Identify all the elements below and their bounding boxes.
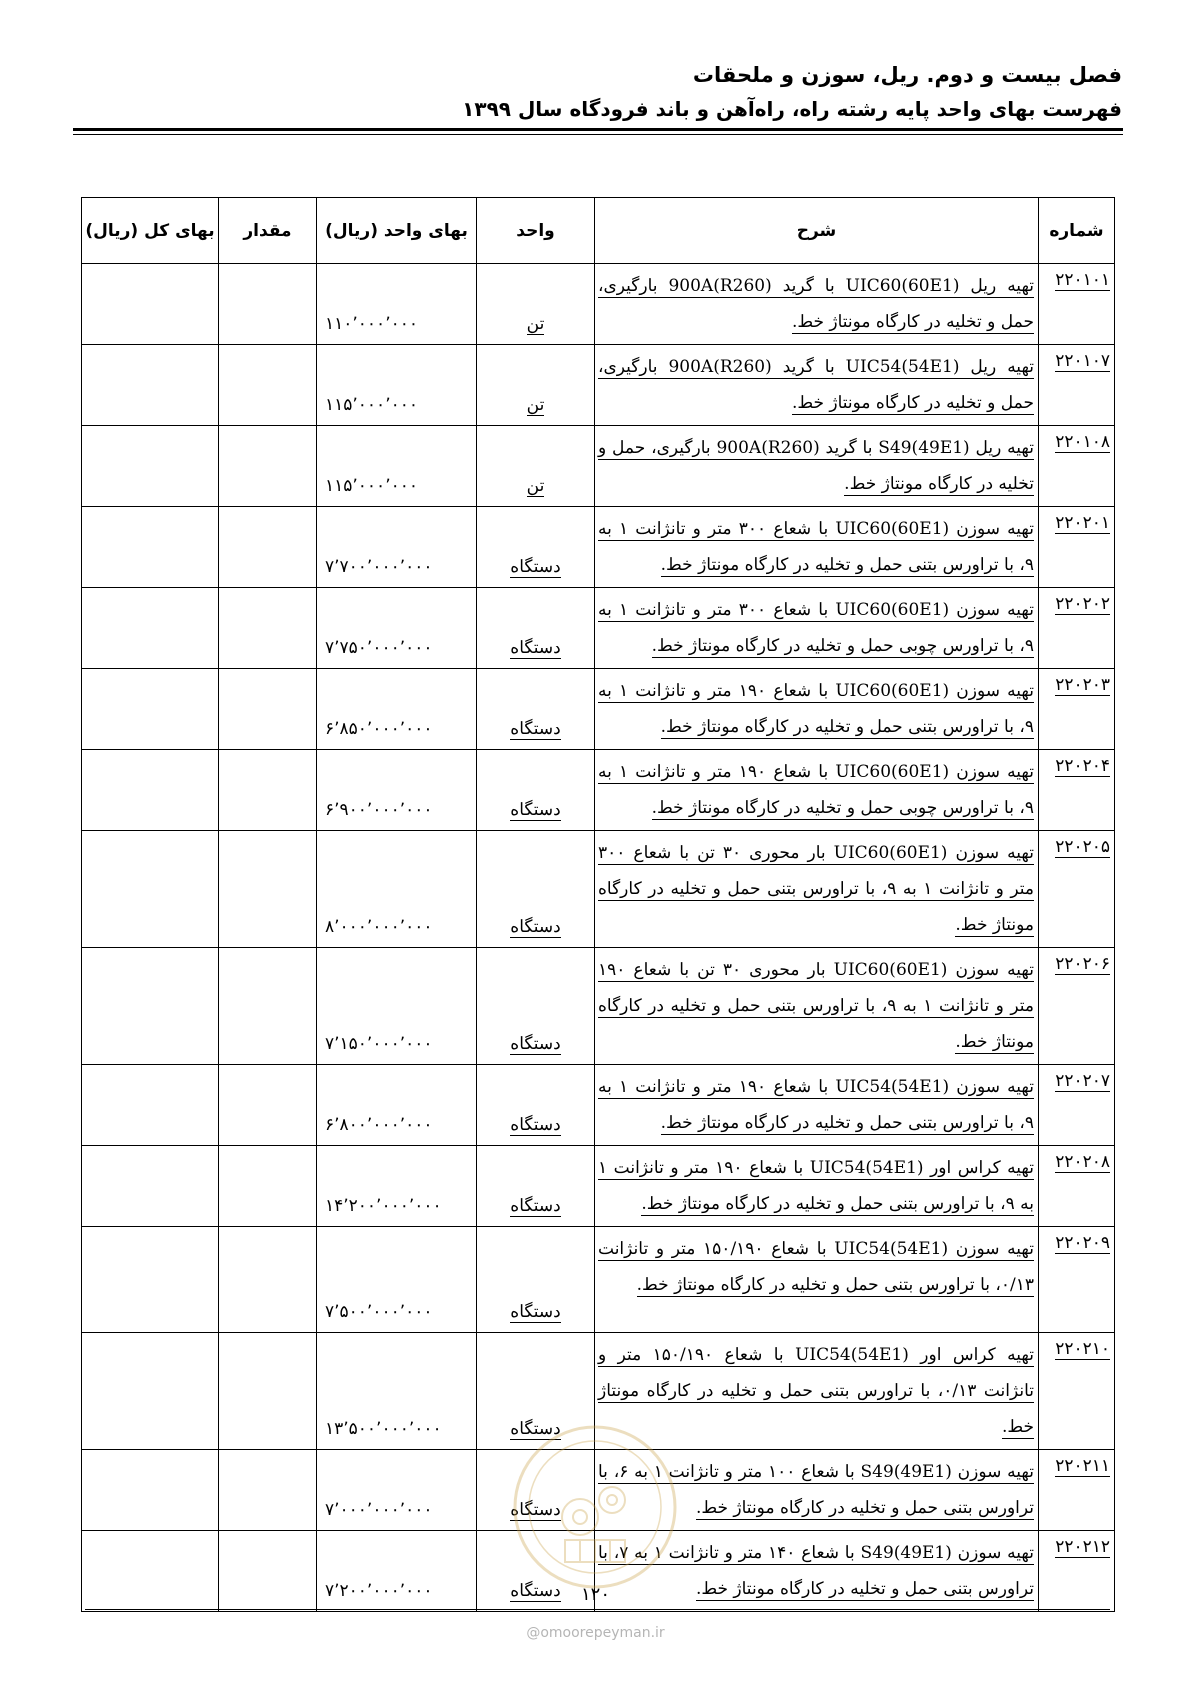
item-unit-text: دستگاه	[510, 1302, 561, 1322]
item-quantity	[219, 588, 317, 669]
item-quantity	[219, 345, 317, 426]
item-description	[595, 264, 1039, 345]
item-total-price	[82, 750, 219, 831]
item-number-text: ۲۲۰۱۰۸	[1055, 432, 1110, 452]
item-description-text: تهیه سوزن UIC54(54E1) با شعاع ۱۹۰ متر و تانژانت ۱ به ۹، با تراورس بتنی حمل و تخلیه در کارگاه مونتاژ خط.	[598, 1077, 1034, 1133]
item-description	[595, 588, 1039, 669]
table-row	[82, 948, 1115, 1065]
item-description-text: تهیه سوزن UIC60(60E1) با شعاع ۱۹۰ متر و تانژانت ۱ به ۹، با تراورس چوبی حمل و تخلیه در کارگاه مونتاژ خط.	[598, 762, 1034, 818]
item-description	[595, 507, 1039, 588]
item-unit-text: دستگاه	[510, 1115, 561, 1135]
item-quantity	[219, 1065, 317, 1146]
item-unit-price	[317, 948, 477, 1065]
item-total-price	[82, 426, 219, 507]
item-unit-price-text: ۸٬۰۰۰٬۰۰۰٬۰۰۰	[325, 917, 433, 937]
item-number	[1039, 1065, 1115, 1146]
item-description-text: تهیه سوزن UIC60(60E1) با شعاع ۳۰۰ متر و تانژانت ۱ به ۹، با تراورس بتنی حمل و تخلیه در کارگاه مونتاژ خط.	[598, 519, 1034, 575]
item-quantity	[219, 831, 317, 948]
item-unit	[477, 588, 595, 669]
price-table	[81, 197, 1115, 1612]
price-list-title: فهرست بهای واحد پایه رشته راه، راه‌آهن و باند فرودگاه سال ۱۳۹۹	[462, 97, 1122, 121]
item-quantity	[219, 1333, 317, 1450]
website-watermark: @omoorepeyman.ir	[526, 1625, 665, 1641]
item-unit-price	[317, 264, 477, 345]
item-total-price	[82, 1146, 219, 1227]
item-quantity	[219, 426, 317, 507]
table-row	[82, 1146, 1115, 1227]
item-description	[595, 750, 1039, 831]
item-description-text: تهیه ریل S49(49E1) با گرید 900A(R260) بارگیری، حمل و تخلیه در کارگاه مونتاژ خط.	[598, 438, 1034, 494]
item-unit-text: دستگاه	[510, 638, 561, 658]
item-number	[1039, 1146, 1115, 1227]
page-number: ۱۲۰	[580, 1584, 610, 1605]
item-quantity	[219, 264, 317, 345]
item-description	[595, 1450, 1039, 1531]
item-quantity	[219, 1227, 317, 1333]
table-row	[82, 507, 1115, 588]
item-unit	[477, 831, 595, 948]
item-description	[595, 426, 1039, 507]
item-total-price	[82, 1333, 219, 1450]
item-number	[1039, 948, 1115, 1065]
item-description-text: تهیه کراس اور UIC54(54E1) با شعاع ۱۹۰ متر و تانژانت ۱ به ۹، با تراورس بتنی حمل و تخلیه در کارگاه مونتاژ خط.	[598, 1158, 1034, 1214]
item-description-text: تهیه سوزن UIC60(60E1) بار محوری ۳۰ تن با شعاع ۱۹۰ متر و تانژانت ۱ به ۹، با تراورس بتنی حمل و تخلیه در کارگاه مونتاژ خط.	[598, 960, 1034, 1052]
table-row	[82, 1333, 1115, 1450]
item-unit-text: تن	[526, 395, 545, 415]
item-unit-price	[317, 1333, 477, 1450]
item-total-price	[82, 588, 219, 669]
item-unit-price-text: ۷٬۲۰۰٬۰۰۰٬۰۰۰	[325, 1581, 433, 1601]
item-unit-price	[317, 345, 477, 426]
item-description	[595, 669, 1039, 750]
item-number	[1039, 345, 1115, 426]
item-unit-price	[317, 669, 477, 750]
item-unit-price-text: ۱۱۵٬۰۰۰٬۰۰۰	[325, 395, 418, 415]
item-unit-text: تن	[526, 476, 545, 496]
item-unit-price-text: ۷٬۷۰۰٬۰۰۰٬۰۰۰	[325, 557, 433, 577]
item-total-price	[82, 1065, 219, 1146]
item-number-text: ۲۲۰۲۰۵	[1055, 837, 1110, 857]
col-header-unit-price: بهای واحد (ریال)	[317, 198, 477, 264]
item-unit-text: دستگاه	[510, 1196, 561, 1216]
item-number	[1039, 507, 1115, 588]
item-number-text: ۲۲۰۲۱۲	[1055, 1537, 1110, 1557]
item-unit-price-text: ۱۱۰٬۰۰۰٬۰۰۰	[325, 314, 418, 334]
table-row	[82, 1065, 1115, 1146]
item-description	[595, 345, 1039, 426]
col-header-quantity: مقدار	[219, 198, 317, 264]
item-description	[595, 1227, 1039, 1333]
item-unit-price	[317, 588, 477, 669]
item-total-price	[82, 669, 219, 750]
item-number-text: ۲۲۰۱۰۷	[1055, 351, 1110, 371]
item-unit-price-text: ۷٬۷۵۰٬۰۰۰٬۰۰۰	[325, 638, 433, 658]
item-unit-price-text: ۷٬۰۰۰٬۰۰۰٬۰۰۰	[325, 1500, 433, 1520]
item-total-price	[82, 948, 219, 1065]
item-description-text: تهیه سوزن S49(49E1) با شعاع ۱۴۰ متر و تانژانت ۱ به ۷، با تراورس بتنی حمل و تخلیه در کارگاه مونتاژ خط.	[598, 1543, 1034, 1599]
item-number	[1039, 831, 1115, 948]
item-number-text: ۲۲۰۲۰۶	[1055, 954, 1110, 974]
item-number	[1039, 264, 1115, 345]
item-number	[1039, 750, 1115, 831]
item-unit	[477, 948, 595, 1065]
item-quantity	[219, 1450, 317, 1531]
table-row	[82, 831, 1115, 948]
item-unit-text: دستگاه	[510, 917, 561, 937]
item-unit	[477, 345, 595, 426]
item-total-price	[82, 264, 219, 345]
item-description-text: تهیه ریل UIC60(60E1) با گرید 900A(R260) بارگیری، حمل و تخلیه در کارگاه مونتاژ خط.	[598, 276, 1035, 332]
item-number-text: ۲۲۰۲۰۷	[1055, 1071, 1110, 1091]
item-description	[595, 1333, 1039, 1450]
item-quantity	[219, 669, 317, 750]
item-description-text: تهیه سوزن UIC60(60E1) با شعاع ۳۰۰ متر و تانژانت ۱ به ۹، با تراورس چوبی حمل و تخلیه در کارگاه مونتاژ خط.	[598, 600, 1034, 656]
item-unit-price	[317, 426, 477, 507]
item-number	[1039, 1333, 1115, 1450]
table-row	[82, 669, 1115, 750]
item-unit-price	[317, 1146, 477, 1227]
item-unit-price	[317, 1227, 477, 1333]
item-description-text: تهیه ریل UIC54(54E1) با گرید 900A(R260) بارگیری، حمل و تخلیه در کارگاه مونتاژ خط.	[598, 357, 1035, 413]
item-unit-text: دستگاه	[510, 800, 561, 820]
item-unit-price	[317, 1450, 477, 1531]
item-unit-price-text: ۷٬۵۰۰٬۰۰۰٬۰۰۰	[325, 1302, 433, 1322]
item-unit	[477, 426, 595, 507]
item-total-price	[82, 345, 219, 426]
item-number	[1039, 1450, 1115, 1531]
item-unit-text: تن	[526, 314, 545, 334]
col-header-unit: واحد	[477, 198, 595, 264]
item-number	[1039, 669, 1115, 750]
item-number-text: ۲۲۰۲۰۳	[1055, 675, 1110, 695]
item-description	[595, 831, 1039, 948]
item-number	[1039, 588, 1115, 669]
item-unit-price-text: ۷٬۱۵۰٬۰۰۰٬۰۰۰	[325, 1034, 433, 1054]
item-number-text: ۲۲۰۲۰۴	[1055, 756, 1110, 776]
item-total-price	[82, 1450, 219, 1531]
item-description-text: تهیه سوزن UIC54(54E1) با شعاع ۱۵۰/۱۹۰ متر و تانژانت ۰/۱۳، با تراورس بتنی حمل و تخلیه در کارگاه مونتاژ خط.	[598, 1239, 1034, 1295]
col-header-description: شرح	[595, 198, 1039, 264]
item-number	[1039, 1227, 1115, 1333]
item-unit-price	[317, 507, 477, 588]
table-row	[82, 345, 1115, 426]
item-quantity	[219, 750, 317, 831]
header-rule-thin	[73, 134, 1123, 135]
item-description-text: تهیه سوزن UIC60(60E1) با شعاع ۱۹۰ متر و تانژانت ۱ به ۹، با تراورس بتنی حمل و تخلیه در کارگاه مونتاژ خط.	[598, 681, 1034, 737]
header-rule-thick	[73, 128, 1123, 131]
item-unit-price-text: ۶٬۹۰۰٬۰۰۰٬۰۰۰	[325, 800, 433, 820]
item-total-price	[82, 831, 219, 948]
item-number	[1039, 426, 1115, 507]
table-row	[82, 264, 1115, 345]
item-unit-text: دستگاه	[510, 1500, 561, 1520]
item-unit	[477, 1450, 595, 1531]
item-description-text: تهیه سوزن S49(49E1) با شعاع ۱۰۰ متر و تانژانت ۱ به ۶، با تراورس بتنی حمل و تخلیه در کارگاه مونتاژ خط.	[598, 1462, 1034, 1518]
item-description-text: تهیه کراس اور UIC54(54E1) با شعاع ۱۵۰/۱۹۰ متر و تانژانت ۰/۱۳، با تراورس بتنی حمل و تخلیه در کارگاه مونتاژ خط.	[598, 1345, 1035, 1437]
table-header-row	[82, 198, 1115, 264]
chapter-title: فصل بیست و دوم. ریل، سوزن و ملحقات	[692, 63, 1122, 87]
item-unit-text: دستگاه	[510, 1581, 561, 1601]
item-unit-text: دستگاه	[510, 719, 561, 739]
item-number-text: ۲۲۰۲۰۹	[1055, 1233, 1110, 1253]
item-number-text: ۲۲۰۲۰۲	[1055, 594, 1110, 614]
footer-rule	[85, 1609, 1110, 1610]
item-description	[595, 948, 1039, 1065]
item-quantity	[219, 1146, 317, 1227]
item-number-text: ۲۲۰۲۱۰	[1055, 1339, 1110, 1359]
item-unit	[477, 750, 595, 831]
table-row	[82, 588, 1115, 669]
item-unit	[477, 507, 595, 588]
item-unit-text: دستگاه	[510, 557, 561, 577]
page-header	[70, 58, 1122, 126]
col-header-total-price: بهای کل (ریال)	[82, 198, 219, 264]
item-number-text: ۲۲۰۲۰۱	[1055, 513, 1110, 533]
item-unit-price	[317, 750, 477, 831]
item-total-price	[82, 1227, 219, 1333]
table-row	[82, 426, 1115, 507]
item-description-text: تهیه سوزن UIC60(60E1) بار محوری ۳۰ تن با شعاع ۳۰۰ متر و تانژانت ۱ به ۹، با تراورس بتنی حمل و تخلیه در کارگاه مونتاژ خط.	[598, 843, 1034, 935]
item-unit-text: دستگاه	[510, 1419, 561, 1439]
table-row	[82, 750, 1115, 831]
table-body	[82, 264, 1115, 1612]
item-unit-price-text: ۶٬۸۰۰٬۰۰۰٬۰۰۰	[325, 1115, 433, 1135]
item-unit	[477, 1227, 595, 1333]
item-unit-price	[317, 1065, 477, 1146]
item-unit-text: دستگاه	[510, 1034, 561, 1054]
item-unit-price	[317, 831, 477, 948]
item-quantity	[219, 507, 317, 588]
table-row	[82, 1450, 1115, 1531]
item-description	[595, 1146, 1039, 1227]
item-unit	[477, 1065, 595, 1146]
item-unit	[477, 1146, 595, 1227]
item-unit	[477, 669, 595, 750]
item-unit-price-text: ۱۳٬۵۰۰٬۰۰۰٬۰۰۰	[325, 1419, 442, 1439]
item-total-price	[82, 507, 219, 588]
item-quantity	[219, 948, 317, 1065]
item-unit-price-text: ۱۱۵٬۰۰۰٬۰۰۰	[325, 476, 418, 496]
table-row	[82, 1227, 1115, 1333]
item-unit	[477, 264, 595, 345]
item-number-text: ۲۲۰۲۰۸	[1055, 1152, 1110, 1172]
col-header-number: شماره	[1039, 198, 1115, 264]
item-description	[595, 1065, 1039, 1146]
item-number-text: ۲۲۰۱۰۱	[1055, 270, 1110, 290]
item-unit	[477, 1333, 595, 1450]
item-unit-price-text: ۱۴٬۲۰۰٬۰۰۰٬۰۰۰	[325, 1196, 442, 1216]
item-number-text: ۲۲۰۲۱۱	[1055, 1456, 1110, 1476]
item-unit-price-text: ۶٬۸۵۰٬۰۰۰٬۰۰۰	[325, 719, 433, 739]
